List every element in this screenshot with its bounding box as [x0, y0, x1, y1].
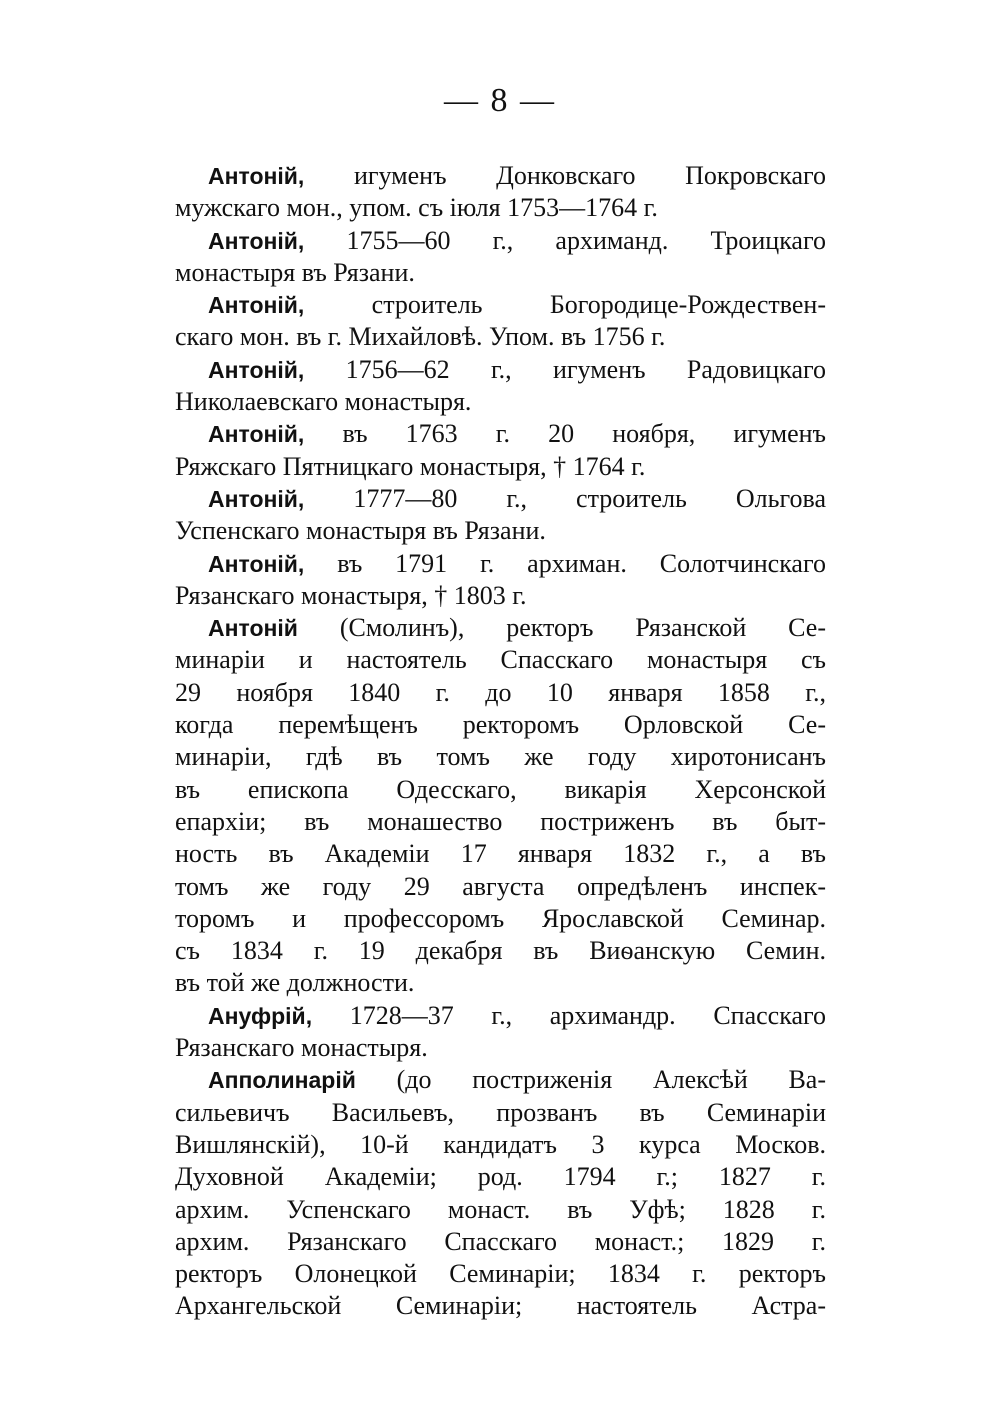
entry-name: Антоній,: [208, 485, 305, 512]
entry-name: Антоній,: [208, 227, 305, 254]
entry-line: [175, 741, 826, 773]
entry-name: Антоній,: [208, 163, 305, 189]
entry-name: Антоній,: [208, 550, 305, 577]
entry-line: [175, 1129, 826, 1161]
entry-name: Ануфрій,: [208, 1002, 313, 1029]
entry: [175, 354, 826, 419]
entry-text: въ епископа Одесскаго, викарія Херсонской: [175, 774, 826, 804]
entry-text: игуменъ Донковскаго Покровскаго: [353, 161, 827, 190]
entry-name: Апполинарій: [208, 1067, 356, 1094]
entry-text: томъ же году 29 августа опредѣленъ инспек-: [175, 871, 826, 901]
entry-line: [175, 1194, 826, 1226]
entry-line: [175, 451, 826, 483]
entry-text: ность въ Академіи 17 января 1832 г., а въ: [175, 839, 826, 869]
entry-first-line: [175, 418, 826, 450]
entry-line: [175, 1258, 826, 1290]
entry-text: 29 ноября 1840 г. до 10 января 1858 г.,: [175, 677, 826, 707]
entry-text: мужскаго мон., упом. съ іюля 1753—1764 г.: [175, 193, 658, 223]
entry-text: 1728—37 г., архимандр. Спасскаго: [349, 1000, 826, 1030]
entry-text: торомъ и профессоромъ Ярославской Семинар.: [175, 903, 826, 933]
entry: [175, 612, 826, 1000]
entry-line: [175, 644, 826, 676]
entry-name: Антоній,: [208, 421, 305, 448]
entry: [175, 418, 826, 483]
entry-line: [175, 1226, 826, 1258]
entry-line: [175, 806, 826, 838]
entry-text: Рязанскаго монастыря.: [175, 1033, 428, 1063]
document-body: [175, 160, 826, 1323]
entry-line: [175, 871, 826, 903]
entry-text: (до постриженія Алексѣй Ва-: [396, 1065, 826, 1095]
entry-text: когда перемѣщенъ ректоромъ Орловской Се-: [175, 710, 826, 740]
entry-text: скаго мон. въ г. Михайловѣ. Упом. въ 1756 г.: [175, 322, 666, 352]
entry-text: Духовной Академіи; род. 1794 г.; 1827 г.: [175, 1162, 826, 1192]
entry-first-line: [175, 1000, 826, 1032]
entry-text: минаріи, гдѣ въ томъ же году хиротонисанъ: [175, 742, 826, 772]
entry-line: [175, 192, 826, 224]
entry-first-line: [175, 1064, 826, 1096]
entry-text: въ 1791 г. архиман. Солотчинскаго: [337, 548, 826, 578]
entry-text: Николаевскаго монастыря.: [175, 387, 472, 417]
entry-line: [175, 774, 826, 806]
entry-text: Успенскаго монастыря въ Рязани.: [175, 516, 546, 546]
entry-line: [175, 321, 826, 353]
entry-text: 1756—62 г., игуменъ Радовицкаго: [345, 354, 827, 384]
entry-name: Антоній,: [208, 292, 305, 319]
entry-line: [175, 1097, 826, 1129]
entry-first-line: [175, 548, 826, 580]
entry-text: Ряжскаго Пятницкаго монастыря, † 1764 г.: [175, 451, 646, 481]
entry-text: 1777—80 г., строитель Ольгова: [353, 483, 827, 513]
entry: [175, 483, 826, 548]
entry-line: [175, 935, 826, 967]
entry-text: минаріи и настоятель Спасскаго монастыря съ: [175, 645, 826, 675]
entry-line: [175, 515, 826, 547]
entry-first-line: [175, 160, 826, 192]
entry-text: (Смолинъ), ректоръ Рязанской Се-: [339, 613, 826, 643]
entry-line: [175, 1290, 826, 1322]
entry-line: [175, 838, 826, 870]
entry: [175, 289, 826, 354]
entry-first-line: [175, 354, 826, 386]
entry-text: Архангельской Семинаріи; настоятель Астра-: [175, 1291, 826, 1321]
entry: [175, 225, 826, 290]
entry-line: [175, 257, 826, 289]
entry-first-line: [175, 289, 826, 321]
entry-text: въ 1763 г. 20 ноября, игуменъ: [342, 419, 826, 449]
entry-text: архим. Рязанскаго Спасскаго монаст.; 1829 г.: [175, 1226, 826, 1256]
entry-line: [175, 1161, 826, 1193]
entry-text: съ 1834 г. 19 декабря въ Виѳанскую Семин.: [175, 936, 826, 966]
entry-line: [175, 709, 826, 741]
entry-text: Вишлянскій), 10-й кандидатъ 3 курса Москов.: [175, 1129, 826, 1159]
entry-line: [175, 677, 826, 709]
entry-text: 1755—60 г., архиманд. Троицкаго: [346, 225, 826, 255]
entry-text: ректоръ Олонецкой Семинаріи; 1834 г. ректоръ: [175, 1259, 826, 1289]
entry-line: [175, 386, 826, 418]
entry-text: Рязанскаго монастыря, † 1803 г.: [175, 580, 527, 610]
entry-line: [175, 1032, 826, 1064]
entry-text: сильевичъ Васильевъ, прозванъ въ Семинаріи: [175, 1097, 826, 1127]
entry: [175, 548, 826, 613]
entry: [175, 1000, 826, 1065]
entry: [175, 160, 826, 225]
entry-text: въ той же должности.: [175, 968, 415, 998]
page-number: — 8 —: [444, 82, 556, 119]
entry-text: строитель Богородице-Рождествен-: [371, 290, 826, 320]
entry-text: епархіи; въ монашество постриженъ въ быт-: [175, 806, 826, 836]
entry-first-line: [175, 225, 826, 257]
entry-name: Антоній: [208, 615, 298, 642]
entry: [175, 1064, 826, 1322]
entry-first-line: [175, 612, 826, 644]
entry-line: [175, 903, 826, 935]
entry-text: монастыря въ Рязани.: [175, 257, 415, 287]
entry-line: [175, 580, 826, 612]
entry-text: архим. Успенскаго монаст. въ Уфѣ; 1828 г.: [175, 1194, 826, 1224]
entry-line: [175, 967, 826, 999]
entry-first-line: [175, 483, 826, 515]
entry-name: Антоній,: [208, 356, 305, 383]
